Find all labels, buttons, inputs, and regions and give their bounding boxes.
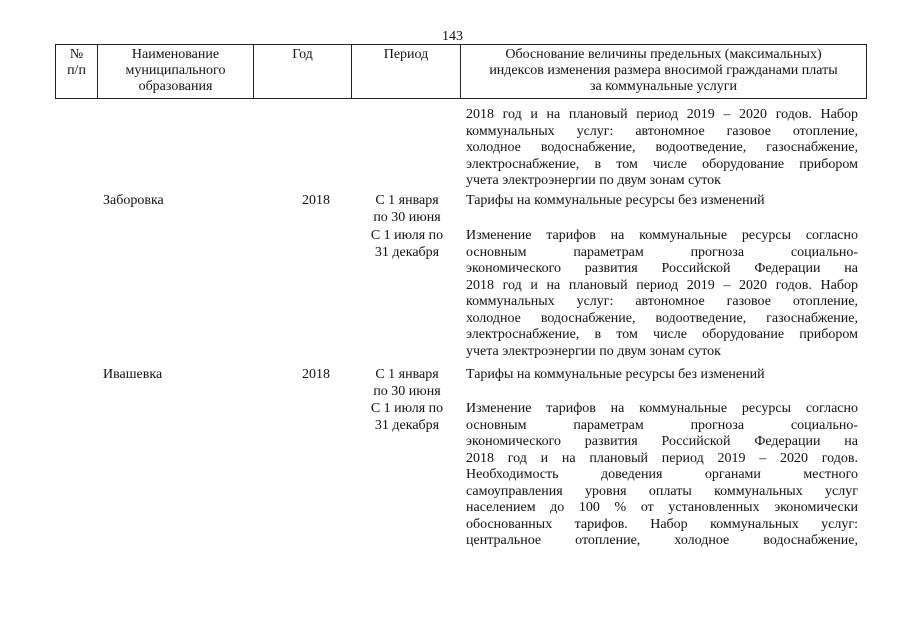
text-line: Изменение тарифов на коммунальные ресурсы согласно	[466, 228, 858, 243]
text-line: Необходимость доведения органами местного	[466, 467, 858, 482]
text-line: экономического развития Российской Федерации на	[466, 261, 858, 276]
text-line: 2018 год и на плановый период 2019 – 2020 годов. Набор	[466, 107, 858, 122]
period-line: 31 декабря	[374, 244, 440, 260]
text-line: холодное водоснабжение, водоотведение, газоснабжение,	[466, 310, 858, 326]
justification-text	[466, 193, 858, 210]
header-text: индексов изменения размера вносимой гражданами платы	[489, 63, 838, 78]
header-text: муниципального	[125, 63, 226, 78]
header-col-justification	[461, 45, 867, 99]
text-line: самоуправления уровня оплаты коммунальных услуг	[466, 483, 858, 499]
text-line: обоснованных тарифов. Набор коммунальных услуг:	[466, 516, 858, 532]
period-line: С 1 января	[375, 367, 439, 382]
period-cell	[362, 367, 452, 400]
justification-text	[466, 367, 858, 384]
table-header	[55, 44, 867, 99]
text-line: Тарифы на коммунальные ресурсы без изменений	[466, 367, 765, 382]
text-line: коммунальных услуг: автономное газовое отопление,	[466, 294, 858, 309]
text-line: холодное водоснабжение, водоотведение, газоснабжение,	[466, 140, 858, 155]
period-line: С 1 января	[375, 193, 439, 208]
header-col-number	[56, 45, 98, 99]
period-line: по 30 июня	[373, 383, 441, 399]
municipality-name: Ивашевка	[103, 367, 163, 382]
text-line: 2018 год и на плановый период 2019 – 2020 годов.	[466, 450, 858, 466]
text-line: основным параметрам прогноза социально-	[466, 244, 858, 260]
text-line: электроснабжение, в том числе оборудование прибором	[466, 156, 858, 172]
text-line: населением до 100 % от установленных экономически	[466, 500, 858, 515]
header-text: за коммунальные услуги	[589, 79, 738, 94]
justification-text	[466, 228, 858, 360]
header-text: п/п	[67, 63, 86, 78]
text-line: 2018 год и на плановый период 2019 – 2020 годов. Набор	[466, 277, 858, 293]
header-col-period: Период	[352, 45, 461, 99]
period-line: С 1 июля по	[370, 401, 444, 416]
text-line: основным параметрам прогноза социально-	[466, 417, 858, 433]
period-cell	[362, 228, 452, 261]
text-line: электроснабжение, в том числе оборудование прибором	[466, 327, 858, 342]
text-line: экономического развития Российской Федерации на	[466, 434, 858, 449]
header-text: Наименование	[131, 47, 220, 62]
text-line: Тарифы на коммунальные ресурсы без изменений	[466, 193, 765, 208]
period-line: по 30 июня	[373, 209, 441, 225]
municipality-name: Заборовка	[103, 193, 164, 208]
text-line: коммунальных услуг: автономное газовое отопление,	[466, 123, 858, 139]
year-cell: 2018	[302, 193, 330, 208]
header-col-name	[98, 45, 254, 99]
header-col-year: Год	[254, 45, 352, 99]
period-line: 31 декабря	[374, 417, 440, 433]
page-number: 143	[442, 29, 463, 44]
text-line: центральное отопление, холодное водоснабжение,	[466, 533, 858, 548]
year-cell: 2018	[302, 367, 330, 382]
header-text: образования	[138, 79, 213, 94]
text-line: учета электроэнергии по двум зонам суток	[466, 343, 721, 359]
text-line: учета электроэнергии по двум зонам суток	[466, 173, 721, 188]
period-line: С 1 июля по	[370, 228, 444, 243]
continuation-text	[466, 107, 858, 190]
header-text: №	[69, 47, 84, 62]
header-row	[56, 45, 867, 99]
text-line: Изменение тарифов на коммунальные ресурсы согласно	[466, 401, 858, 416]
justification-text	[466, 401, 858, 550]
header-text: Обоснование величины предельных (максимальных)	[505, 47, 822, 62]
period-cell	[362, 193, 452, 226]
period-cell	[362, 401, 452, 434]
